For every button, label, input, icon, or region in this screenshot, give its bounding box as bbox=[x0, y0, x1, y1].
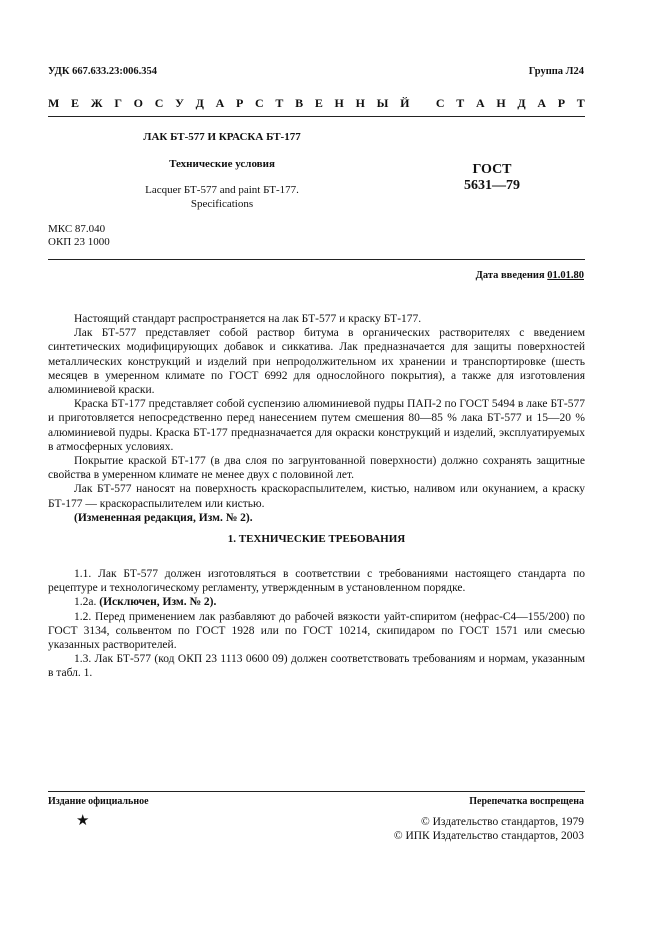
clause-1-1: 1.1. Лак БТ-577 должен изготовляться в соответствии с требованиями настоящего стандарта по рецептуре и технологическому регламенту, утвержденным в установленном порядке. bbox=[48, 568, 585, 595]
copyright-line1: © Издательство стандартов, 1979 bbox=[420, 816, 584, 828]
gost-number bbox=[442, 162, 542, 194]
banner-letter bbox=[421, 96, 424, 111]
banner-letter: Ж bbox=[90, 96, 103, 110]
banner-letter: Й bbox=[400, 96, 410, 110]
mks-code: МКС 87.040 bbox=[48, 223, 106, 235]
english-title-line1: Lacquer БТ-577 and paint БТ-177. bbox=[145, 184, 299, 196]
section-heading: 1. ТЕХНИЧЕСКИЕ ТРЕБОВАНИЯ bbox=[227, 533, 406, 545]
okp-code: ОКП 23 1000 bbox=[48, 236, 110, 248]
document-title: ЛАК БТ-577 И КРАСКА БТ-177 bbox=[143, 131, 301, 143]
banner-letter: Н bbox=[496, 96, 506, 110]
english-title-line2: Specifications bbox=[190, 198, 254, 210]
gost-label: ГОСТ bbox=[472, 162, 512, 177]
banner-letter: М bbox=[48, 96, 60, 110]
standard-type-banner bbox=[48, 96, 585, 111]
group-code: Группа Л24 bbox=[528, 66, 584, 77]
banner-letter: А bbox=[475, 96, 485, 110]
codes-divider bbox=[48, 259, 585, 260]
banner-letter: Т bbox=[576, 96, 585, 110]
intro-date-value: 01.01.80 bbox=[547, 270, 584, 281]
clause-1-2a-number: 1.2а. bbox=[74, 596, 97, 609]
section-text bbox=[48, 567, 585, 681]
footer-divider bbox=[48, 791, 585, 792]
intro-paragraph: Настоящий стандарт распространяется на лак БТ-577 и краску БТ-177. bbox=[74, 313, 422, 325]
clause-1-3: 1.3. Лак БТ-577 (код ОКП 23 1113 0600 09) должен соответствовать требованиям и нормам, указанным в табл. 1. bbox=[48, 653, 585, 680]
banner-letter: Ы bbox=[376, 96, 389, 110]
banner-letter: А bbox=[215, 96, 225, 110]
intro-paragraph: Лак БТ-577 наносят на поверхность краскораспылителем, кистью, наливом или окунанием, а краску БТ-177 — краскораспылителем или кистью. bbox=[48, 483, 585, 510]
clause-1-2a bbox=[48, 595, 585, 609]
star-icon: ★ bbox=[76, 813, 90, 829]
banner-letter: Е bbox=[71, 96, 80, 110]
banner-letter: Н bbox=[355, 96, 365, 110]
banner-letter: А bbox=[537, 96, 547, 110]
reprint-notice: Перепечатка воспрещена bbox=[469, 796, 584, 807]
copyright bbox=[394, 815, 584, 843]
intro-text bbox=[48, 312, 585, 525]
document-subtitle: Технические условия bbox=[169, 158, 275, 170]
intro-paragraph: Покрытие краской БТ-177 (в два слоя по загрунтованной поверхности) должно сохранять защитные свойства в умеренном климате не менее двух с половиной лет. bbox=[48, 455, 585, 482]
banner-letter: Р bbox=[235, 96, 244, 110]
amendment-note: (Измененная редакция, Изм. № 2). bbox=[74, 511, 253, 524]
clause-1-2a-note: (Исключен, Изм. № 2). bbox=[99, 596, 217, 609]
banner-letter: Г bbox=[114, 96, 122, 110]
udk-code: УДК 667.633.23:006.354 bbox=[48, 66, 157, 77]
header-divider bbox=[48, 116, 585, 117]
banner-letter: Е bbox=[314, 96, 323, 110]
banner-letter: О bbox=[133, 96, 144, 110]
intro-date bbox=[476, 270, 584, 281]
banner-letter: Н bbox=[334, 96, 344, 110]
gost-code: 5631—79 bbox=[464, 178, 520, 193]
copyright-line2: © ИПК Издательство стандартов, 2003 bbox=[393, 830, 584, 842]
intro-date-label: Дата введения bbox=[475, 270, 545, 281]
banner-letter: С bbox=[154, 96, 164, 110]
banner-letter: Т bbox=[275, 96, 284, 110]
banner-letter: С bbox=[255, 96, 264, 110]
banner-letter: Т bbox=[456, 96, 465, 110]
intro-paragraph: Краска БТ-177 представляет собой суспензию алюминиевой пудры ПАП-2 по ГОСТ 5494 в лаке БТ-577 и приготовляется непосредственно перед нанесением путем смешения 80—85 % лака БТ-577 и 15—20 % алюминиевой пудры. Краска БТ-177 предназначается для окраски конструкций и изделий, эксплуатируемых в атмосферных условиях. bbox=[48, 398, 585, 453]
banner-letter: У bbox=[175, 96, 184, 110]
banner-letter: Р bbox=[557, 96, 566, 110]
banner-letter: В bbox=[295, 96, 304, 110]
banner-letter: Д bbox=[195, 96, 204, 110]
official-edition: Издание официальное bbox=[48, 796, 149, 807]
classification-codes bbox=[48, 223, 110, 249]
banner-letter: Д bbox=[517, 96, 526, 110]
english-title bbox=[48, 183, 396, 211]
banner-letter: С bbox=[435, 96, 445, 110]
clause-1-2: 1.2. Перед применением лак разбавляют до рабочей вязкости уайт-спиритом (нефрас-С4—155/200) по ГОСТ 3134, сольвентом по ГОСТ 1928 или по ГОСТ 10214, скипидаром по ГОСТ 1571 или смесью указанных растворителей. bbox=[48, 610, 585, 652]
intro-paragraph: Лак БТ-577 представляет собой раствор битума в органических растворителях с введением синтетических модифицирующих добавок и сиккатива. Лак предназначается для защиты поверхностей металлических конструкций и изделий при непродолжительном их хранении и транспортировке (шесть месяцев в умеренном климате по ГОСТ 6992 для однослойного покрытия), а также для изготовления алюминиевой краски. bbox=[48, 327, 585, 397]
